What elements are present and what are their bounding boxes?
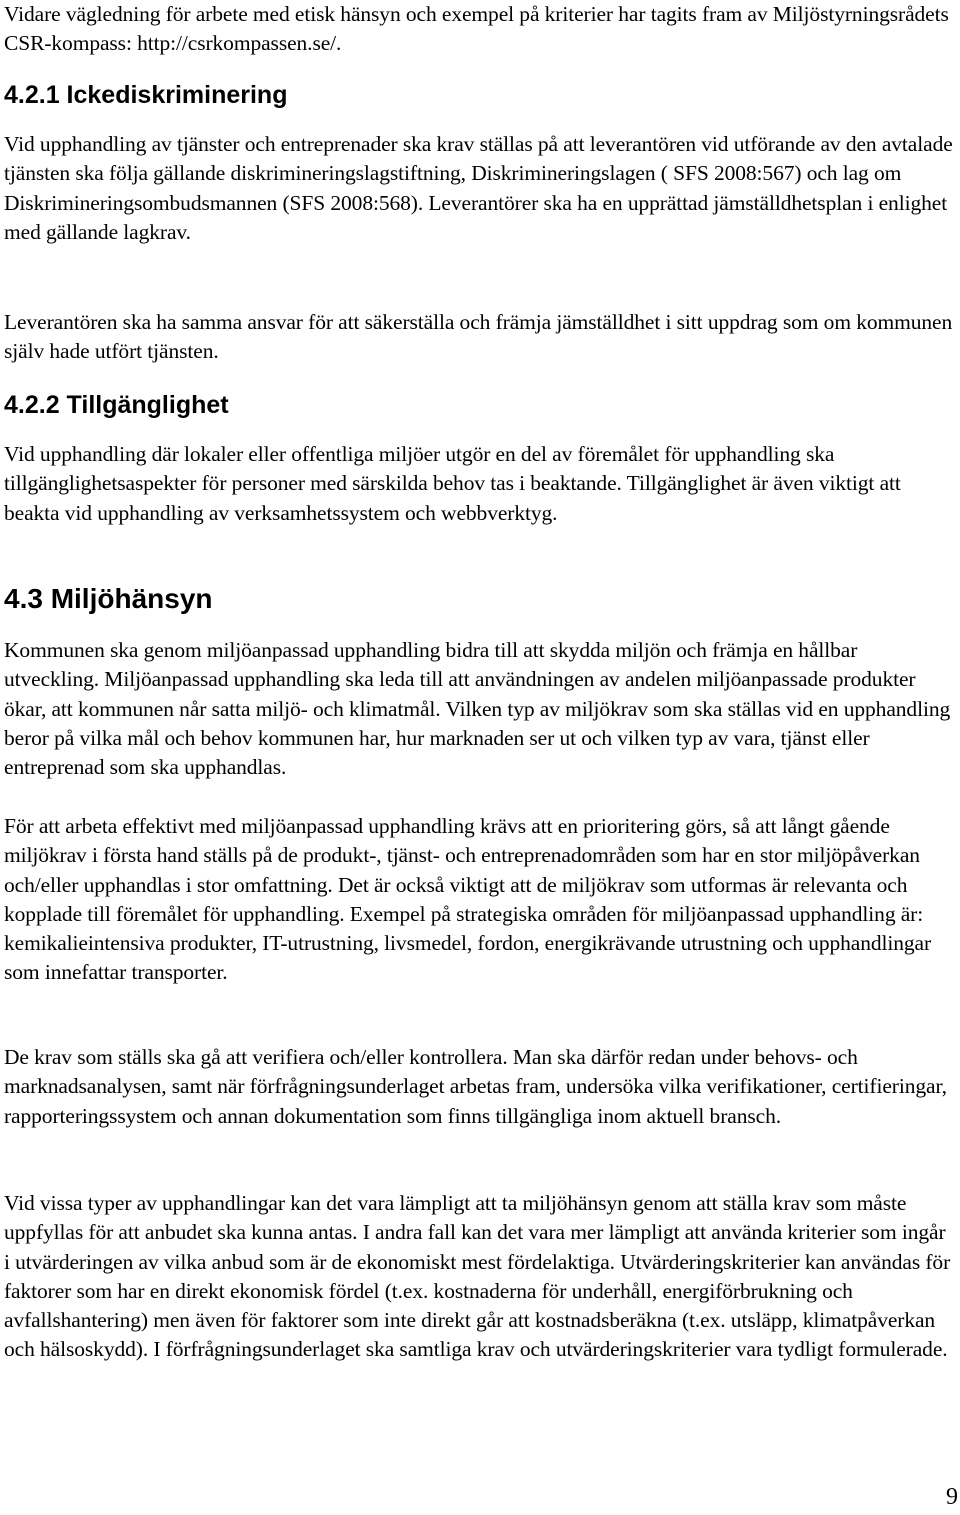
paragraph-4-3-fourth: Vid vissa typer av upphandlingar kan det vara lämpligt att ta miljöhänsyn genom att ställa krav som måste uppfyllas för att anbudet ska kunna antas. I andra fall kan det vara mer lämpligt att använda kriterier som ingår i utvärderingen av vilka anbud som är de ekonomiskt mest fördelaktiga. Utvärderingskriterier kan användas för faktorer som har en direkt ekonomisk fördel (t.ex. kostnaderna för underhåll, energiförbrukning och avfallshantering) men även för faktorer som inte direkt går att kostnadsberäkna (t.ex. utsläpp, klimatpåverkan och hälsoskydd). I förfrågningsunderlaget ska samtliga krav och utvärderingskriterier vara tydligt formulerade. — [4, 1191, 951, 1362]
heading-4-2-2: 4.2.2 Tillgänglighet — [4, 391, 229, 419]
heading-4-3: 4.3 Miljöhänsyn — [4, 583, 213, 614]
paragraph-4-3-first: Kommunen ska genom miljöanpassad upphandling bidra till att skydda miljön och främja en hållbar utveckling. Miljöanpassad upphandling ska leda till att användningen av andelen miljöanpassade produkter ökar, att kommunen når satta miljö- och klimatmål. Vilken typ av miljökrav som ska ställas vid en upphandling beror på vilka mål och behov kommunen har, hur marknaden ser ut och vilken typ av vara, tjänst eller entreprenad som ska upphandlas. — [4, 638, 951, 780]
paragraph-4-3-third: De krav som ställs ska gå att verifiera och/eller kontrollera. Man ska därför redan under behovs- och marknadsanalysen, samt när förfrågningsunderlaget arbetas fram, undersöka vilka verifikationer, certifieringar, rapporteringssystem och annan dokumentation som finns tillgängliga inom aktuell bransch. — [4, 1045, 947, 1128]
paragraph-4-2-1-second: Leverantören ska ha samma ansvar för att säkerställa och främja jämställdhet i sitt uppdrag som om kommunen själv hade utfört tjänsten. — [4, 310, 953, 364]
heading-4-2-1: 4.2.1 Ickediskriminering — [4, 81, 288, 109]
page-number: 9 — [946, 1484, 958, 1510]
paragraph-4-2-2: Vid upphandling där lokaler eller offentliga miljöer utgör en del av föremålet för upphandling ska tillgänglighetsaspekter för personer med särskilda behov tas i beaktande. Tillgänglighet är även viktigt att beakta vid upphandling av verksamhetssystem och webbverktyg. — [4, 442, 901, 525]
paragraph-4-3-second: För att arbeta effektivt med miljöanpassad upphandling krävs att en prioritering görs, så att långt gående miljökrav i första hand ställs på de produkt-, tjänst- och entreprenadområden som har en stor miljöpåverkan och/eller upphandlas i stor omfattning. Det är också viktigt att de miljökrav som utformas är relevanta och kopplade till föremålet för upphandling. Exempel på strategiska områden för miljöanpassad upphandling är: kemikalieintensiva produkter, IT-utrustning, livsmedel, fordon, energikrävande utrustning och upphandlingar som innefattar transporter. — [4, 814, 932, 985]
paragraph-4-2-1-first: Vid upphandling av tjänster och entreprenader ska krav ställas på att leverantören vid utförande av den avtalade tjänsten ska följa gällande diskrimineringslagstiftning, Diskrimineringslagen ( SFS 2008:567) och lag om Diskrimineringsombudsmannen (SFS 2008:568). Leverantörer ska ha en upprättad jämställdhetsplan i enlighet med gällande lagkrav. — [4, 132, 953, 244]
intro-paragraph: Vidare vägledning för arbete med etisk hänsyn och exempel på kriterier har tagits fram av Miljöstyrningsrådets CSR-kompass: http://csrkompassen.se/. — [4, 2, 949, 56]
